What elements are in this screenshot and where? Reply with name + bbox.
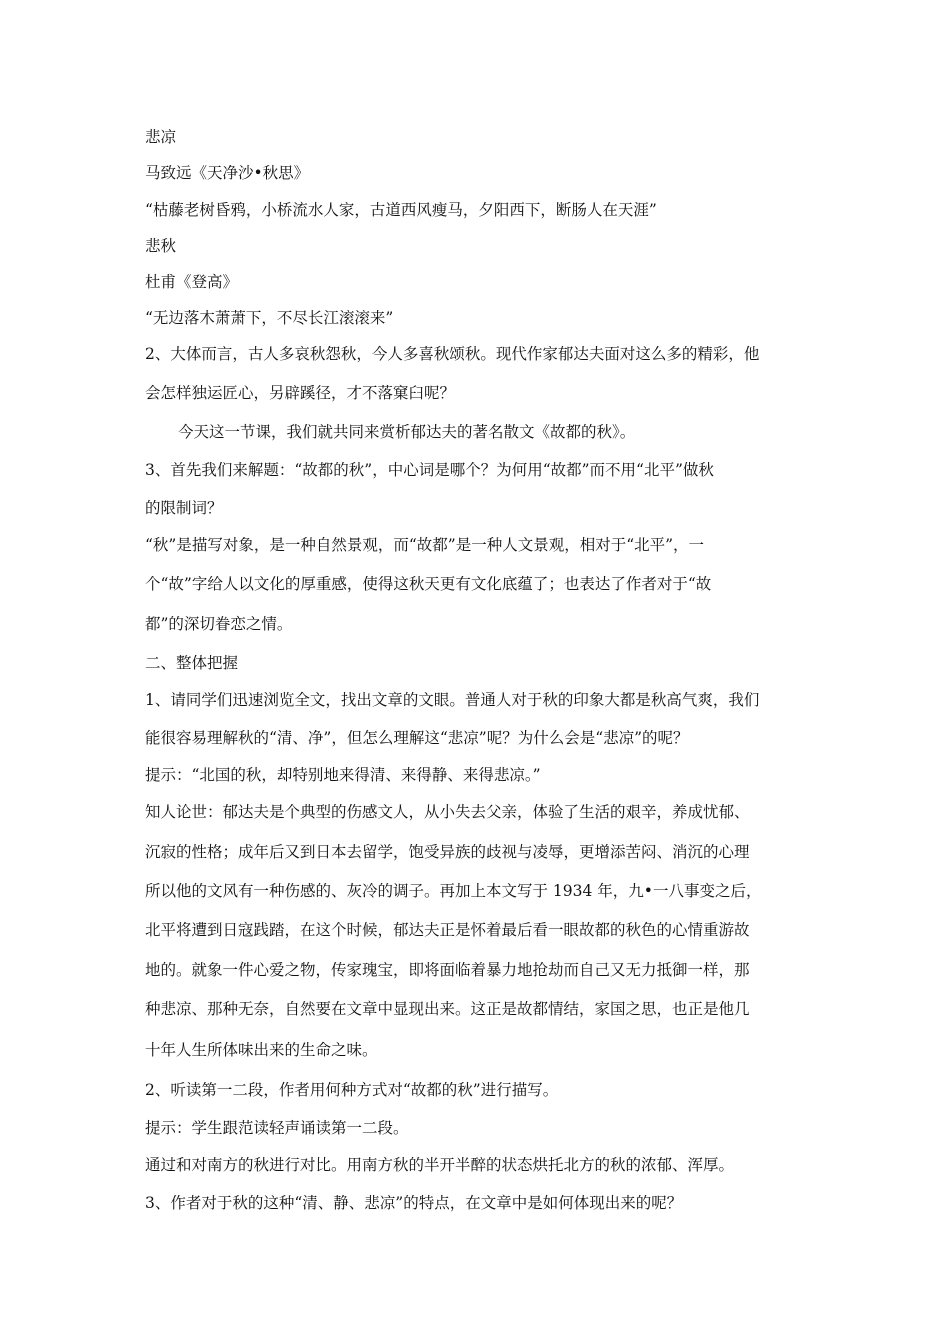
text-line: 悲秋 — [145, 237, 177, 255]
text-line: 十年人生所体味出来的生命之味。 — [145, 1041, 378, 1059]
text-line: 提示：学生跟范读轻声诵读第一二段。 — [145, 1119, 409, 1137]
text-line: 3、首先我们来解题：“故都的秋”，中心词是哪个？为何用“故都”而不用“北平”做秋 — [145, 461, 714, 479]
text-line: 个“故”字给人以文化的厚重感，使得这秋天更有文化底蕴了；也表达了作者对于“故 — [145, 575, 712, 593]
text-line: “枯藤老树昏鸦，小桥流水人家，古道西风瘦马，夕阳西下，断肠人在天涯” — [145, 201, 657, 219]
section-heading: 二、整体把握 — [145, 654, 239, 672]
text-line: 都”的深切眷恋之情。 — [145, 615, 293, 633]
text-line: 的限制词？ — [145, 499, 223, 517]
text-line: 会怎样独运匠心，另辟蹊径，才不落窠臼呢？ — [145, 384, 456, 402]
text-line: 种悲凉、那种无奈，自然要在文章中显现出来。这正是故都情结，家国之思，也正是他几 — [145, 1000, 750, 1018]
text-line: 所以他的文风有一种伤感的、灰冷的调子。再加上本文写于 1934 年，九•一八事变之后， — [145, 882, 762, 900]
text-line: 2、听读第一二段，作者用何种方式对“故都的秋”进行描写。 — [145, 1081, 559, 1099]
text-line: 今天这一节课，我们就共同来赏析郁达夫的著名散文《故都的秋》。 — [178, 423, 636, 441]
text-line: 悲凉 — [145, 128, 177, 146]
text-line: 北平将遭到日寇践踏，在这个时候，郁达夫正是怀着最后看一眼故都的秋色的心情重游故 — [145, 921, 750, 939]
text-line: 2、大体而言，古人多哀秋怨秋，今人多喜秋颂秋。现代作家郁达夫面对这么多的精彩，他 — [145, 345, 760, 363]
text-line: 地的。就象一件心爱之物，传家瑰宝，即将面临着暴力地抢劫而自己又无力抵御一样，那 — [145, 961, 750, 979]
text-line: 提示：“北国的秋，却特别地来得清、来得静、来得悲凉。” — [145, 766, 541, 784]
text-line: 1、请同学们迅速浏览全文，找出文章的文眼。普通人对于秋的印象大都是秋高气爽，我们 — [145, 691, 760, 709]
text-line: 能很容易理解秋的“清、净”，但怎么理解这“悲凉”呢？为什么会是“悲凉”的呢？ — [145, 729, 689, 747]
text-line: 3、作者对于秋的这种“清、静、悲凉”的特点，在文章中是如何体现出来的呢？ — [145, 1194, 683, 1212]
text-line: 杜甫《登高》 — [145, 273, 239, 291]
text-line: 沉寂的性格；成年后又到日本去留学，饱受异族的歧视与凌辱，更增添苦闷、消沉的心理 — [145, 843, 750, 861]
text-line: “秋”是描写对象，是一种自然景观，而“故都”是一种人文景观，相对于“北平”，一 — [145, 536, 705, 554]
text-line: 知人论世：郁达夫是个典型的伤感文人，从小失去父亲，体验了生活的艰辛，养成忧郁、 — [145, 803, 750, 821]
text-line: “无边落木萧萧下，不尽长江滚滚来” — [145, 309, 394, 327]
text-line: 通过和对南方的秋进行对比。用南方秋的半开半醉的状态烘托北方的秋的浓郁、浑厚。 — [145, 1156, 735, 1174]
text-line: 马致远《天净沙•秋思》 — [145, 164, 310, 182]
